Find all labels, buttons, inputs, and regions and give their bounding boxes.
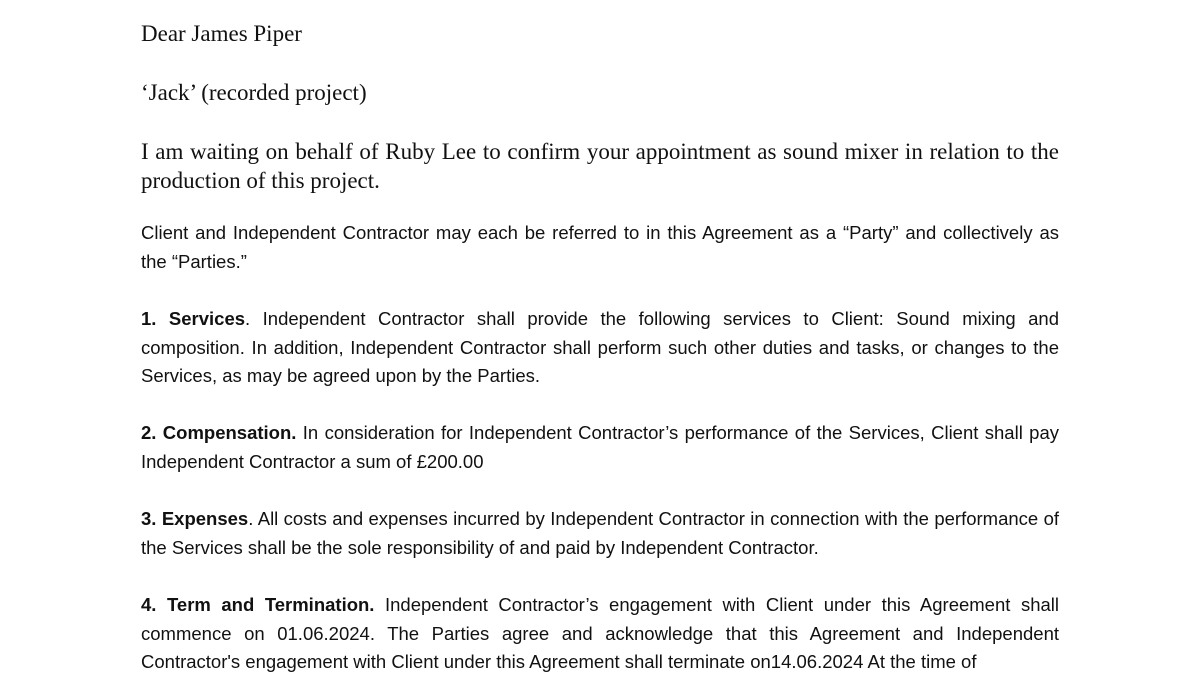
section-term-termination — [141, 591, 1059, 676]
letter-greeting: Dear James Piper — [141, 21, 302, 46]
section-expenses — [141, 505, 1059, 562]
section-services — [141, 305, 1059, 391]
section-compensation — [141, 419, 1059, 476]
section-body: Independent Contractor’s engagement with Client under this Agreement shall commence on 01.06.2024. The Parties agree and acknowledge that this Agreement and Independent Contractor's engagement with Client under this Agreement shall terminate on14.06.2024 At the time of — [141, 594, 1059, 672]
section-heading: 1. Services — [141, 308, 246, 329]
parties-paragraph: Client and Independent Contractor may each be referred to in this Agreement as a “Party” and collectively as the “Parties.” — [141, 222, 1059, 272]
project-title: ‘Jack’ (recorded project) — [141, 80, 367, 105]
section-body: . Independent Contractor shall provide the following services to Client: Sound mixing and composition. In addition, Independent Contractor shall perform such other duties and tasks, or changes to the Services, as may be agreed upon by the Parties. — [141, 308, 1059, 386]
intro-paragraph: I am waiting on behalf of Ruby Lee to confirm your appointment as sound mixer in relation to the production of this project. — [141, 139, 1059, 193]
section-body: In consideration for Independent Contractor’s performance of the Services, Client shall pay Independent Contractor a sum of £200.00 — [141, 422, 1059, 472]
section-heading: 4. Term and Termination. — [141, 594, 375, 615]
section-heading: 2. Compensation. — [141, 422, 297, 443]
section-heading: 3. Expenses — [141, 508, 249, 529]
section-body: . All costs and expenses incurred by Independent Contractor in connection with the performance of the Services shall be the sole responsibility of and paid by Independent Contractor. — [141, 508, 1060, 558]
